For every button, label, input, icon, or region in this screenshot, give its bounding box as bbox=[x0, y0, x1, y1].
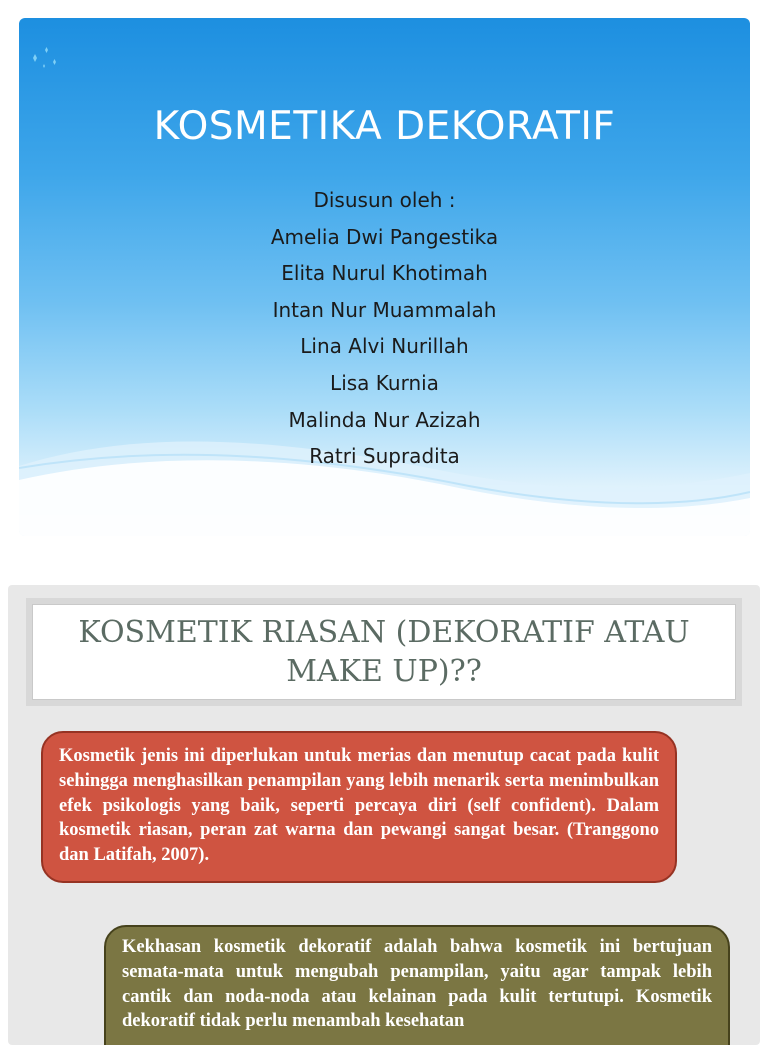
slide-heading: KOSMETIK RIASAN (DEKORATIF ATAU MAKE UP)?? bbox=[78, 615, 690, 689]
slide-title-box bbox=[32, 604, 736, 700]
sparkle-decoration-icon bbox=[23, 38, 83, 78]
author-name: Amelia Dwi Pangestika bbox=[270, 224, 499, 249]
author-name: Malinda Nur Azizah bbox=[288, 407, 481, 432]
author-name: Lina Alvi Nurillah bbox=[300, 334, 469, 359]
author-name: Intan Nur Muammalah bbox=[272, 297, 497, 322]
prepared-by-label: Disusun oleh : bbox=[313, 188, 456, 212]
author-name: Lisa Kurnia bbox=[330, 370, 439, 395]
slide-title-frame bbox=[26, 598, 742, 706]
author-name: Elita Nurul Khotimah bbox=[281, 261, 488, 286]
content-slide bbox=[8, 585, 760, 1045]
characteristic-callout bbox=[104, 925, 730, 1045]
characteristic-text: Kekhasan kosmetik dekoratif adalah bahwa kosmetik ini bertujuan semata-mata untuk mengubah penampilan, yaitu agar tampak lebih cantik dan noda-noda atau kelainan pada kulit tertutupi. Kosmetik dekoratif tidak perlu menambah kesehatan bbox=[122, 937, 712, 1032]
definition-callout bbox=[41, 731, 677, 883]
author-list bbox=[19, 182, 750, 475]
definition-text: Kosmetik jenis ini diperlukan untuk merias dan menutup cacat pada kulit sehingga menghasilkan penampilan yang lebih menarik serta menimbulkan efek psikologis yang baik, seperti percaya diri (self confident). Dalam kosmetik riasan, peran zat warna dan pewangi sangat besar. (Tranggono dan Latifah, 2007). bbox=[59, 746, 659, 866]
author-name: Ratri Supradita bbox=[309, 444, 460, 469]
title-slide bbox=[19, 18, 750, 536]
slide-title: KOSMETIKA DEKORATIF bbox=[153, 104, 616, 149]
